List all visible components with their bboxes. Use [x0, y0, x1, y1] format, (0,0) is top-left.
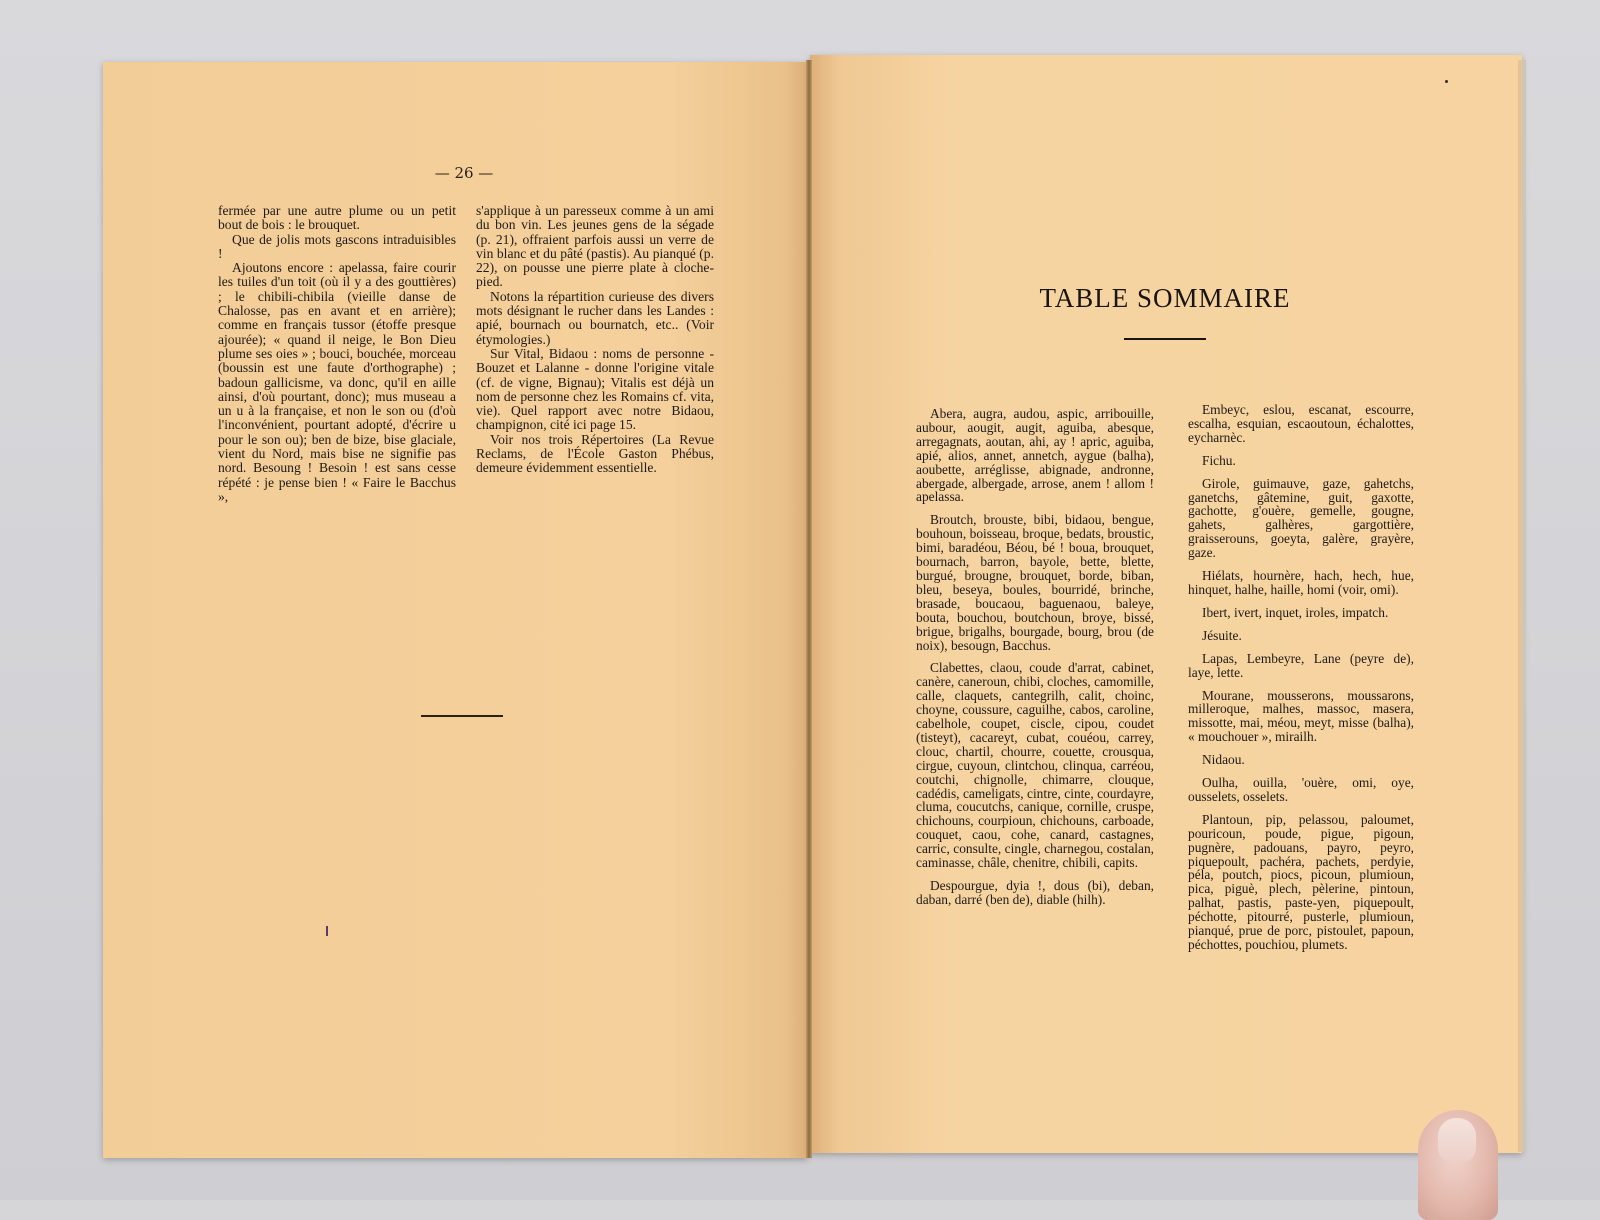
index-column-2: [1188, 403, 1414, 961]
page-edge: [1518, 60, 1526, 1152]
paragraph: fermée par une autre plume ou un petit bout de bois : le brouquet.: [218, 203, 456, 233]
page-title: TABLE SOMMAIRE: [1039, 283, 1291, 313]
section-end-rule: [421, 715, 503, 717]
paragraph: Sur Vital, Bidaou : noms de personne - Bouzet et Lalanne - donne l'origine vitale (cf. de vigne, Bignau); Vitalis est déjà un nom de personne chez les Romains cf. vita, vie). Quel rapport avec notre Bidaou, champignon, cité ici page 15.: [476, 345, 714, 433]
paragraph: s'applique à un paresseux comme à un ami du bon vin. Les jeunes gens de la ségade (p. 21), offraient parfois aussi un verre de vin blanc et du pâté (pastis). Au pianqué (p. 22), on pousse une pierre plate à cloche-pied.: [476, 203, 714, 290]
left-text-column-2: [476, 204, 714, 476]
index-entry: Girole, guimauve, gaze, gahetchs, ganetchs, gâtemine, guit, gaxotte, gachotte, g'ouère, gemelle, gougne, gahets, galhères, gargottière, graisserouns, goeyta, galère, grayère, gaze.: [1188, 475, 1414, 561]
index-entry: Plantoun, pip, pelassou, paloumet, pouricoun, poude, pigue, pigoun, pugnère, padouans, payro, peyro, piquepoult, pachéra, pachets, perdyie, péla, poutch, piocs, picoun, plumioun, pica, piguè, plech, pèlerine, pintoun, palhat, pastis, paste-yen, piquepoult, péchotte, pitourré, pusterle, plumioun, pianqué, prue de porc, pistoulet, papoun, péchottes, pouchiou, plumets.: [1188, 811, 1414, 952]
index-entry: Jésuite.: [1202, 627, 1242, 643]
left-text-column-1: [218, 204, 456, 504]
ink-dot: [1445, 80, 1448, 83]
index-entry: Ibert, ivert, inquet, iroles, impatch.: [1202, 604, 1389, 620]
index-entry: Despourgue, dyia !, dous (bi), deban, daban, darré (ben de), diable (hilh).: [916, 878, 1154, 907]
paragraph: Notons la répartition curieuse des divers mots désignant le rucher dans les Landes : apié, bournach ou bournatch, etc.. (Voir étymologies.): [476, 288, 714, 347]
page-number: — 26 —: [434, 164, 494, 182]
index-entry: Clabettes, claou, coude d'arrat, cabinet, canère, caneroun, chibi, cloches, camomille, calle, claquets, cantegrilh, calit, choinc, choyne, coussure, caguilhe, cabos, caroline, cabelhole, coupet, ciscle, cipou, coudet (tisteyt), cacareyt, cubat, couéou, carrey, clouc, chartil, chourre, couette, crousqua, cirgue, cuyoun, clintchou, clinqua, carréou, coutchi, chignolle, chimarre, clouque, cadédis, cameligats, cintre, cinte, courdayre, cluma, coucutchs, canique, cornille, cruspe, chichouns, courpioun, chichouns, carboade, couquet, caou, cohe, canard, castagnes, carric, consulte, cingle, charnegou, costalan, caminasse, châle, chenitre, chibili, capits.: [916, 660, 1154, 871]
index-entry: Abera, augra, audou, aspic, arribouille, aubour, aougit, augit, aguiba, abesque, arregagnats, aoutan, ahi, ay ! apric, aguiba, apié, alios, annet, annetch, aygue (balha), aoubette, arréglisse, abignade, andronne, abergade, albergade, arrose, anem ! allom ! apelassa.: [916, 406, 1154, 505]
index-entry: Oulha, ouilla, 'ouère, omi, oye, ousselets, osselets.: [1188, 775, 1414, 804]
thumbnail-nail: [1438, 1118, 1476, 1162]
book-spine: [806, 60, 812, 1158]
paragraph: Voir nos trois Répertoires (La Revue Reclams, de l'École Gaston Phébus, demeure évidemment essentielle.: [476, 431, 714, 476]
ink-mark: [326, 926, 328, 936]
index-entry: Hiélats, hournère, hach, hech, hue, hinquet, halhe, haille, homi (voir, omi).: [1188, 568, 1414, 597]
index-entry: Fichu.: [1202, 452, 1236, 468]
index-entry: Embeyc, eslou, escanat, escourre, escalha, esquian, escaoutoun, échalottes, eycharnèc.: [1188, 402, 1414, 445]
index-entry: Nidaou.: [1202, 752, 1245, 768]
index-entry: Broutch, brouste, bibi, bidaou, bengue, bouhoun, boisseau, broque, bedats, broustic, bimi, baradéou, Béou, bé ! boua, brouquet, bournach, barron, bayole, bette, blette, burgué, brougne, brouquet, borde, biban, bleu, beseya, boules, bourridé, brinche, brasade, boucaou, baguenaou, baleye, bouta, bouchou, boutchoun, broye, bissé, brigue, brigalhs, bourgade, bourg, brou (de noix), besougn, Bacchus.: [916, 512, 1154, 653]
paragraph: Ajoutons encore : apelassa, faire courir les tuiles d'un toit (où il y a des gouttières) ; le chibili-chibila (vieille danse de Chalosse, pas en avant et en arrière); comme en français tussor (étoffe presque ajourée); « quand il neige, le Bon Dieu plume ses oies » ; bouci, bouchée, morceau (boussin est une faute d'orthographe) ; badoun gallicisme, va donc, qu'il en aille ainsi, d'où pourtant, donc); mus museau a un u à la française, et non le son ou (d'où l'inconvénient, pourtant adopté, d'écrire u pour le son ou); ben de bize, bise glaciale, vient du Nord, mais bise ne signifie pas nord. Besoung ! Besoin ! est sans cesse répété : je pense bien ! « Faire le Bacchus »,: [218, 260, 456, 504]
title-rule: [1124, 338, 1206, 340]
paragraph: Que de jolis mots gascons intraduisibles !: [218, 231, 456, 261]
index-entry: Lapas, Lembeyre, Lane (peyre de), laye, lette.: [1188, 650, 1414, 680]
index-column-1: [916, 407, 1154, 916]
index-entry: Mourane, mousserons, moussarons, milleroque, malhes, massoc, masera, missotte, mai, méou, meyt, misse (balha), « mouchouer », mirailh.: [1188, 687, 1414, 745]
